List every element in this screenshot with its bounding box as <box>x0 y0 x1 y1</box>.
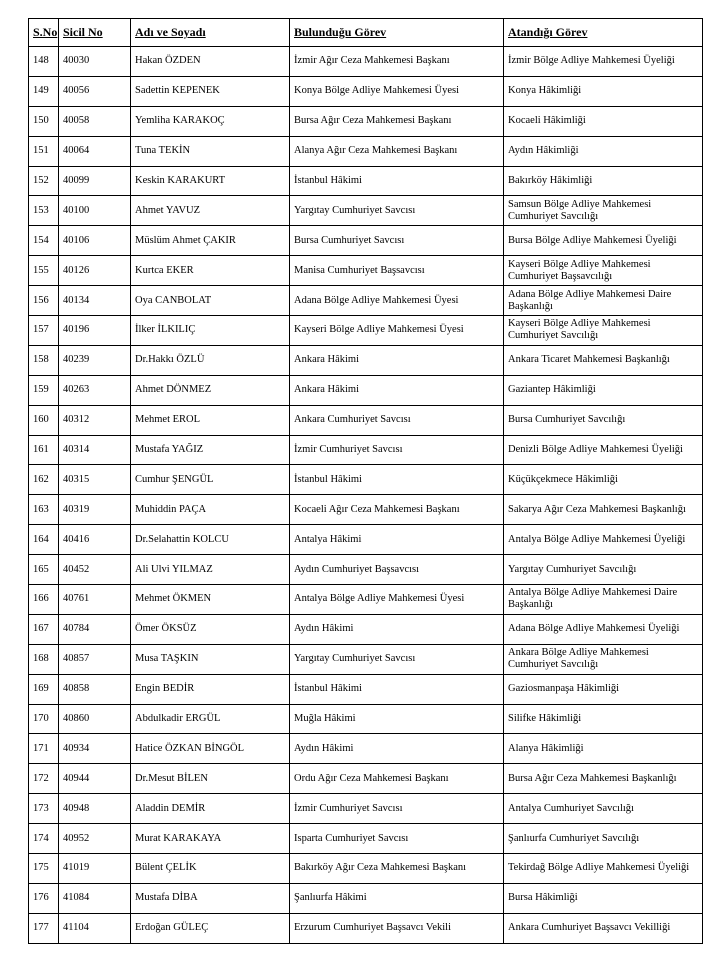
cell-current-position: Ankara Hâkimi <box>290 375 504 405</box>
cell-assigned-position: Denizli Bölge Adliye Mahkemesi Üyeliği <box>504 435 703 465</box>
table-row <box>29 704 703 734</box>
cell-name: Murat KARAKAYA <box>131 824 290 854</box>
cell-sno: 173 <box>29 794 59 824</box>
cell-sicil-no: 40858 <box>59 674 131 704</box>
cell-sno: 151 <box>29 136 59 166</box>
cell-current-position: İzmir Cumhuriyet Savcısı <box>290 435 504 465</box>
table-row <box>29 555 703 585</box>
cell-sicil-no: 41104 <box>59 913 131 943</box>
cell-sicil-no: 40239 <box>59 345 131 375</box>
table-row <box>29 644 703 674</box>
cell-current-position: İzmir Ağır Ceza Mahkemesi Başkanı <box>290 47 504 77</box>
header-current-position: Bulunduğu Görev <box>290 19 504 47</box>
cell-sicil-no: 40452 <box>59 555 131 585</box>
table-row <box>29 883 703 913</box>
cell-sno: 164 <box>29 525 59 555</box>
cell-sno: 174 <box>29 824 59 854</box>
cell-current-position: İstanbul Hâkimi <box>290 166 504 196</box>
cell-assigned-position: Kayseri Bölge Adliye Mahkemesi Cumhuriyet Savcılığı <box>504 316 703 346</box>
table-row <box>29 435 703 465</box>
cell-name: Ahmet DÖNMEZ <box>131 375 290 405</box>
table-row <box>29 136 703 166</box>
table-row <box>29 674 703 704</box>
table-row <box>29 47 703 77</box>
cell-assigned-position: İzmir Bölge Adliye Mahkemesi Üyeliği <box>504 47 703 77</box>
cell-name: Muhiddin PAÇA <box>131 495 290 525</box>
cell-sno: 153 <box>29 196 59 226</box>
cell-assigned-position: Alanya Hâkimliği <box>504 734 703 764</box>
cell-assigned-position: Küçükçekmece Hâkimliği <box>504 465 703 495</box>
cell-assigned-position: Aydın Hâkimliği <box>504 136 703 166</box>
header-assigned-position: Atandığı Görev <box>504 19 703 47</box>
cell-sno: 167 <box>29 614 59 644</box>
cell-name: Kurtca EKER <box>131 256 290 286</box>
cell-assigned-position: Antalya Bölge Adliye Mahkemesi Daire Başkanlığı <box>504 585 703 615</box>
header-sicil-no: Sicil No <box>59 19 131 47</box>
cell-current-position: Antalya Hâkimi <box>290 525 504 555</box>
cell-assigned-position: Ankara Cumhuriyet Başsavcı Vekilliği <box>504 913 703 943</box>
cell-name: Hatice ÖZKAN BİNGÖL <box>131 734 290 764</box>
cell-name: Aladdin DEMİR <box>131 794 290 824</box>
cell-current-position: Kocaeli Ağır Ceza Mahkemesi Başkanı <box>290 495 504 525</box>
cell-current-position: Bursa Cumhuriyet Savcısı <box>290 226 504 256</box>
table-row <box>29 286 703 316</box>
table-row <box>29 316 703 346</box>
cell-name: Dr.Hakkı ÖZLÜ <box>131 345 290 375</box>
cell-sicil-no: 40314 <box>59 435 131 465</box>
cell-sicil-no: 40860 <box>59 704 131 734</box>
cell-current-position: Muğla Hâkimi <box>290 704 504 734</box>
cell-name: Dr.Mesut BİLEN <box>131 764 290 794</box>
cell-current-position: Şanlıurfa Hâkimi <box>290 883 504 913</box>
cell-current-position: Yargıtay Cumhuriyet Savcısı <box>290 196 504 226</box>
cell-name: Müslüm Ahmet ÇAKIR <box>131 226 290 256</box>
cell-name: Dr.Selahattin KOLCU <box>131 525 290 555</box>
cell-name: Hakan ÖZDEN <box>131 47 290 77</box>
cell-current-position: Adana Bölge Adliye Mahkemesi Üyesi <box>290 286 504 316</box>
cell-assigned-position: Kayseri Bölge Adliye Mahkemesi Cumhuriyet Başsavcılığı <box>504 256 703 286</box>
cell-sicil-no: 41019 <box>59 854 131 884</box>
table-row <box>29 465 703 495</box>
cell-sicil-no: 40106 <box>59 226 131 256</box>
table-body <box>29 47 703 944</box>
cell-assigned-position: Ankara Ticaret Mahkemesi Başkanlığı <box>504 345 703 375</box>
cell-sno: 166 <box>29 585 59 615</box>
cell-name: Keskin KARAKURT <box>131 166 290 196</box>
cell-sno: 168 <box>29 644 59 674</box>
cell-current-position: Konya Bölge Adliye Mahkemesi Üyesi <box>290 76 504 106</box>
cell-sicil-no: 40944 <box>59 764 131 794</box>
cell-current-position: Antalya Bölge Adliye Mahkemesi Üyesi <box>290 585 504 615</box>
cell-sicil-no: 40761 <box>59 585 131 615</box>
cell-assigned-position: Bakırköy Hâkimliği <box>504 166 703 196</box>
table-row <box>29 345 703 375</box>
cell-sicil-no: 40948 <box>59 794 131 824</box>
cell-sicil-no: 40064 <box>59 136 131 166</box>
table-row <box>29 166 703 196</box>
cell-current-position: İstanbul Hâkimi <box>290 674 504 704</box>
cell-name: İlker İLKILIÇ <box>131 316 290 346</box>
cell-sicil-no: 40126 <box>59 256 131 286</box>
cell-assigned-position: Adana Bölge Adliye Mahkemesi Daire Başkanlığı <box>504 286 703 316</box>
cell-sicil-no: 40058 <box>59 106 131 136</box>
document-page <box>28 18 702 944</box>
table-row <box>29 256 703 286</box>
cell-sno: 155 <box>29 256 59 286</box>
table-row <box>29 734 703 764</box>
cell-assigned-position: Bursa Bölge Adliye Mahkemesi Üyeliği <box>504 226 703 256</box>
cell-sicil-no: 40934 <box>59 734 131 764</box>
cell-assigned-position: Yargıtay Cumhuriyet Savcılığı <box>504 555 703 585</box>
cell-name: Musa TAŞKIN <box>131 644 290 674</box>
cell-sno: 172 <box>29 764 59 794</box>
cell-sno: 152 <box>29 166 59 196</box>
table-row <box>29 585 703 615</box>
cell-name: Erdoğan GÜLEÇ <box>131 913 290 943</box>
cell-sno: 175 <box>29 854 59 884</box>
cell-sno: 148 <box>29 47 59 77</box>
cell-assigned-position: Bursa Hâkimliği <box>504 883 703 913</box>
header-sno: S.No <box>29 19 59 47</box>
cell-assigned-position: Sakarya Ağır Ceza Mahkemesi Başkanlığı <box>504 495 703 525</box>
cell-name: Mustafa DİBA <box>131 883 290 913</box>
cell-current-position: İzmir Cumhuriyet Savcısı <box>290 794 504 824</box>
cell-sno: 161 <box>29 435 59 465</box>
cell-name: Ahmet YAVUZ <box>131 196 290 226</box>
cell-assigned-position: Konya Hâkimliği <box>504 76 703 106</box>
cell-name: Bülent ÇELİK <box>131 854 290 884</box>
table-row <box>29 854 703 884</box>
cell-current-position: Alanya Ağır Ceza Mahkemesi Başkanı <box>290 136 504 166</box>
table-row <box>29 375 703 405</box>
cell-current-position: Yargıtay Cumhuriyet Savcısı <box>290 644 504 674</box>
cell-sno: 160 <box>29 405 59 435</box>
table-row <box>29 525 703 555</box>
cell-assigned-position: Kocaeli Hâkimliği <box>504 106 703 136</box>
header-name: Adı ve Soyadı <box>131 19 290 47</box>
cell-assigned-position: Samsun Bölge Adliye Mahkemesi Cumhuriyet Savcılığı <box>504 196 703 226</box>
header-row <box>29 19 703 47</box>
cell-name: Mehmet ÖKMEN <box>131 585 290 615</box>
table-row <box>29 614 703 644</box>
table-row <box>29 405 703 435</box>
cell-current-position: Erzurum Cumhuriyet Başsavcı Vekili <box>290 913 504 943</box>
table-row <box>29 913 703 943</box>
cell-name: Oya CANBOLAT <box>131 286 290 316</box>
cell-sno: 156 <box>29 286 59 316</box>
cell-current-position: Ankara Hâkimi <box>290 345 504 375</box>
cell-name: Ömer ÖKSÜZ <box>131 614 290 644</box>
cell-sicil-no: 40784 <box>59 614 131 644</box>
table-row <box>29 226 703 256</box>
cell-sno: 150 <box>29 106 59 136</box>
cell-sno: 162 <box>29 465 59 495</box>
cell-assigned-position: Bursa Ağır Ceza Mahkemesi Başkanlığı <box>504 764 703 794</box>
cell-sno: 165 <box>29 555 59 585</box>
cell-sicil-no: 40099 <box>59 166 131 196</box>
cell-current-position: Ankara Cumhuriyet Savcısı <box>290 405 504 435</box>
cell-assigned-position: Antalya Cumhuriyet Savcılığı <box>504 794 703 824</box>
cell-current-position: Bakırköy Ağır Ceza Mahkemesi Başkanı <box>290 854 504 884</box>
cell-assigned-position: Şanlıurfa Cumhuriyet Savcılığı <box>504 824 703 854</box>
cell-sno: 159 <box>29 375 59 405</box>
cell-current-position: Manisa Cumhuriyet Başsavcısı <box>290 256 504 286</box>
cell-sicil-no: 40196 <box>59 316 131 346</box>
table-row <box>29 106 703 136</box>
cell-assigned-position: Gaziosmanpaşa Hâkimliği <box>504 674 703 704</box>
table-row <box>29 76 703 106</box>
cell-name: Ali Ulvi YILMAZ <box>131 555 290 585</box>
cell-sicil-no: 41084 <box>59 883 131 913</box>
cell-sno: 177 <box>29 913 59 943</box>
cell-name: Tuna TEKİN <box>131 136 290 166</box>
cell-sicil-no: 40315 <box>59 465 131 495</box>
cell-current-position: Bursa Ağır Ceza Mahkemesi Başkanı <box>290 106 504 136</box>
cell-assigned-position: Bursa Cumhuriyet Savcılığı <box>504 405 703 435</box>
cell-sicil-no: 40857 <box>59 644 131 674</box>
cell-name: Mehmet EROL <box>131 405 290 435</box>
appointments-table <box>28 18 703 944</box>
cell-sno: 154 <box>29 226 59 256</box>
cell-assigned-position: Ankara Bölge Adliye Mahkemesi Cumhuriyet Savcılığı <box>504 644 703 674</box>
cell-sicil-no: 40952 <box>59 824 131 854</box>
cell-sno: 163 <box>29 495 59 525</box>
cell-sno: 149 <box>29 76 59 106</box>
cell-assigned-position: Gaziantep Hâkimliği <box>504 375 703 405</box>
cell-sno: 170 <box>29 704 59 734</box>
cell-sicil-no: 40312 <box>59 405 131 435</box>
cell-name: Mustafa YAĞIZ <box>131 435 290 465</box>
table-row <box>29 495 703 525</box>
cell-assigned-position: Antalya Bölge Adliye Mahkemesi Üyeliği <box>504 525 703 555</box>
cell-sicil-no: 40056 <box>59 76 131 106</box>
table-row <box>29 824 703 854</box>
cell-current-position: Kayseri Bölge Adliye Mahkemesi Üyesi <box>290 316 504 346</box>
cell-current-position: Isparta Cumhuriyet Savcısı <box>290 824 504 854</box>
cell-current-position: Ordu Ağır Ceza Mahkemesi Başkanı <box>290 764 504 794</box>
cell-sicil-no: 40134 <box>59 286 131 316</box>
table-row <box>29 196 703 226</box>
cell-sno: 169 <box>29 674 59 704</box>
cell-current-position: Aydın Hâkimi <box>290 614 504 644</box>
cell-sno: 158 <box>29 345 59 375</box>
cell-sicil-no: 40319 <box>59 495 131 525</box>
cell-sicil-no: 40100 <box>59 196 131 226</box>
table-row <box>29 764 703 794</box>
cell-current-position: Aydın Hâkimi <box>290 734 504 764</box>
table-row <box>29 794 703 824</box>
cell-current-position: İstanbul Hâkimi <box>290 465 504 495</box>
cell-name: Abdulkadir ERGÜL <box>131 704 290 734</box>
cell-sicil-no: 40030 <box>59 47 131 77</box>
cell-sicil-no: 40263 <box>59 375 131 405</box>
cell-sicil-no: 40416 <box>59 525 131 555</box>
cell-assigned-position: Silifke Hâkimliği <box>504 704 703 734</box>
cell-sno: 176 <box>29 883 59 913</box>
cell-name: Cumhur ŞENGÜL <box>131 465 290 495</box>
cell-current-position: Aydın Cumhuriyet Başsavcısı <box>290 555 504 585</box>
cell-name: Engin BEDİR <box>131 674 290 704</box>
cell-assigned-position: Adana Bölge Adliye Mahkemesi Üyeliği <box>504 614 703 644</box>
cell-name: Yemliha KARAKOÇ <box>131 106 290 136</box>
cell-name: Sadettin KEPENEK <box>131 76 290 106</box>
table-header <box>29 19 703 47</box>
cell-sno: 171 <box>29 734 59 764</box>
cell-sno: 157 <box>29 316 59 346</box>
cell-assigned-position: Tekirdağ Bölge Adliye Mahkemesi Üyeliği <box>504 854 703 884</box>
